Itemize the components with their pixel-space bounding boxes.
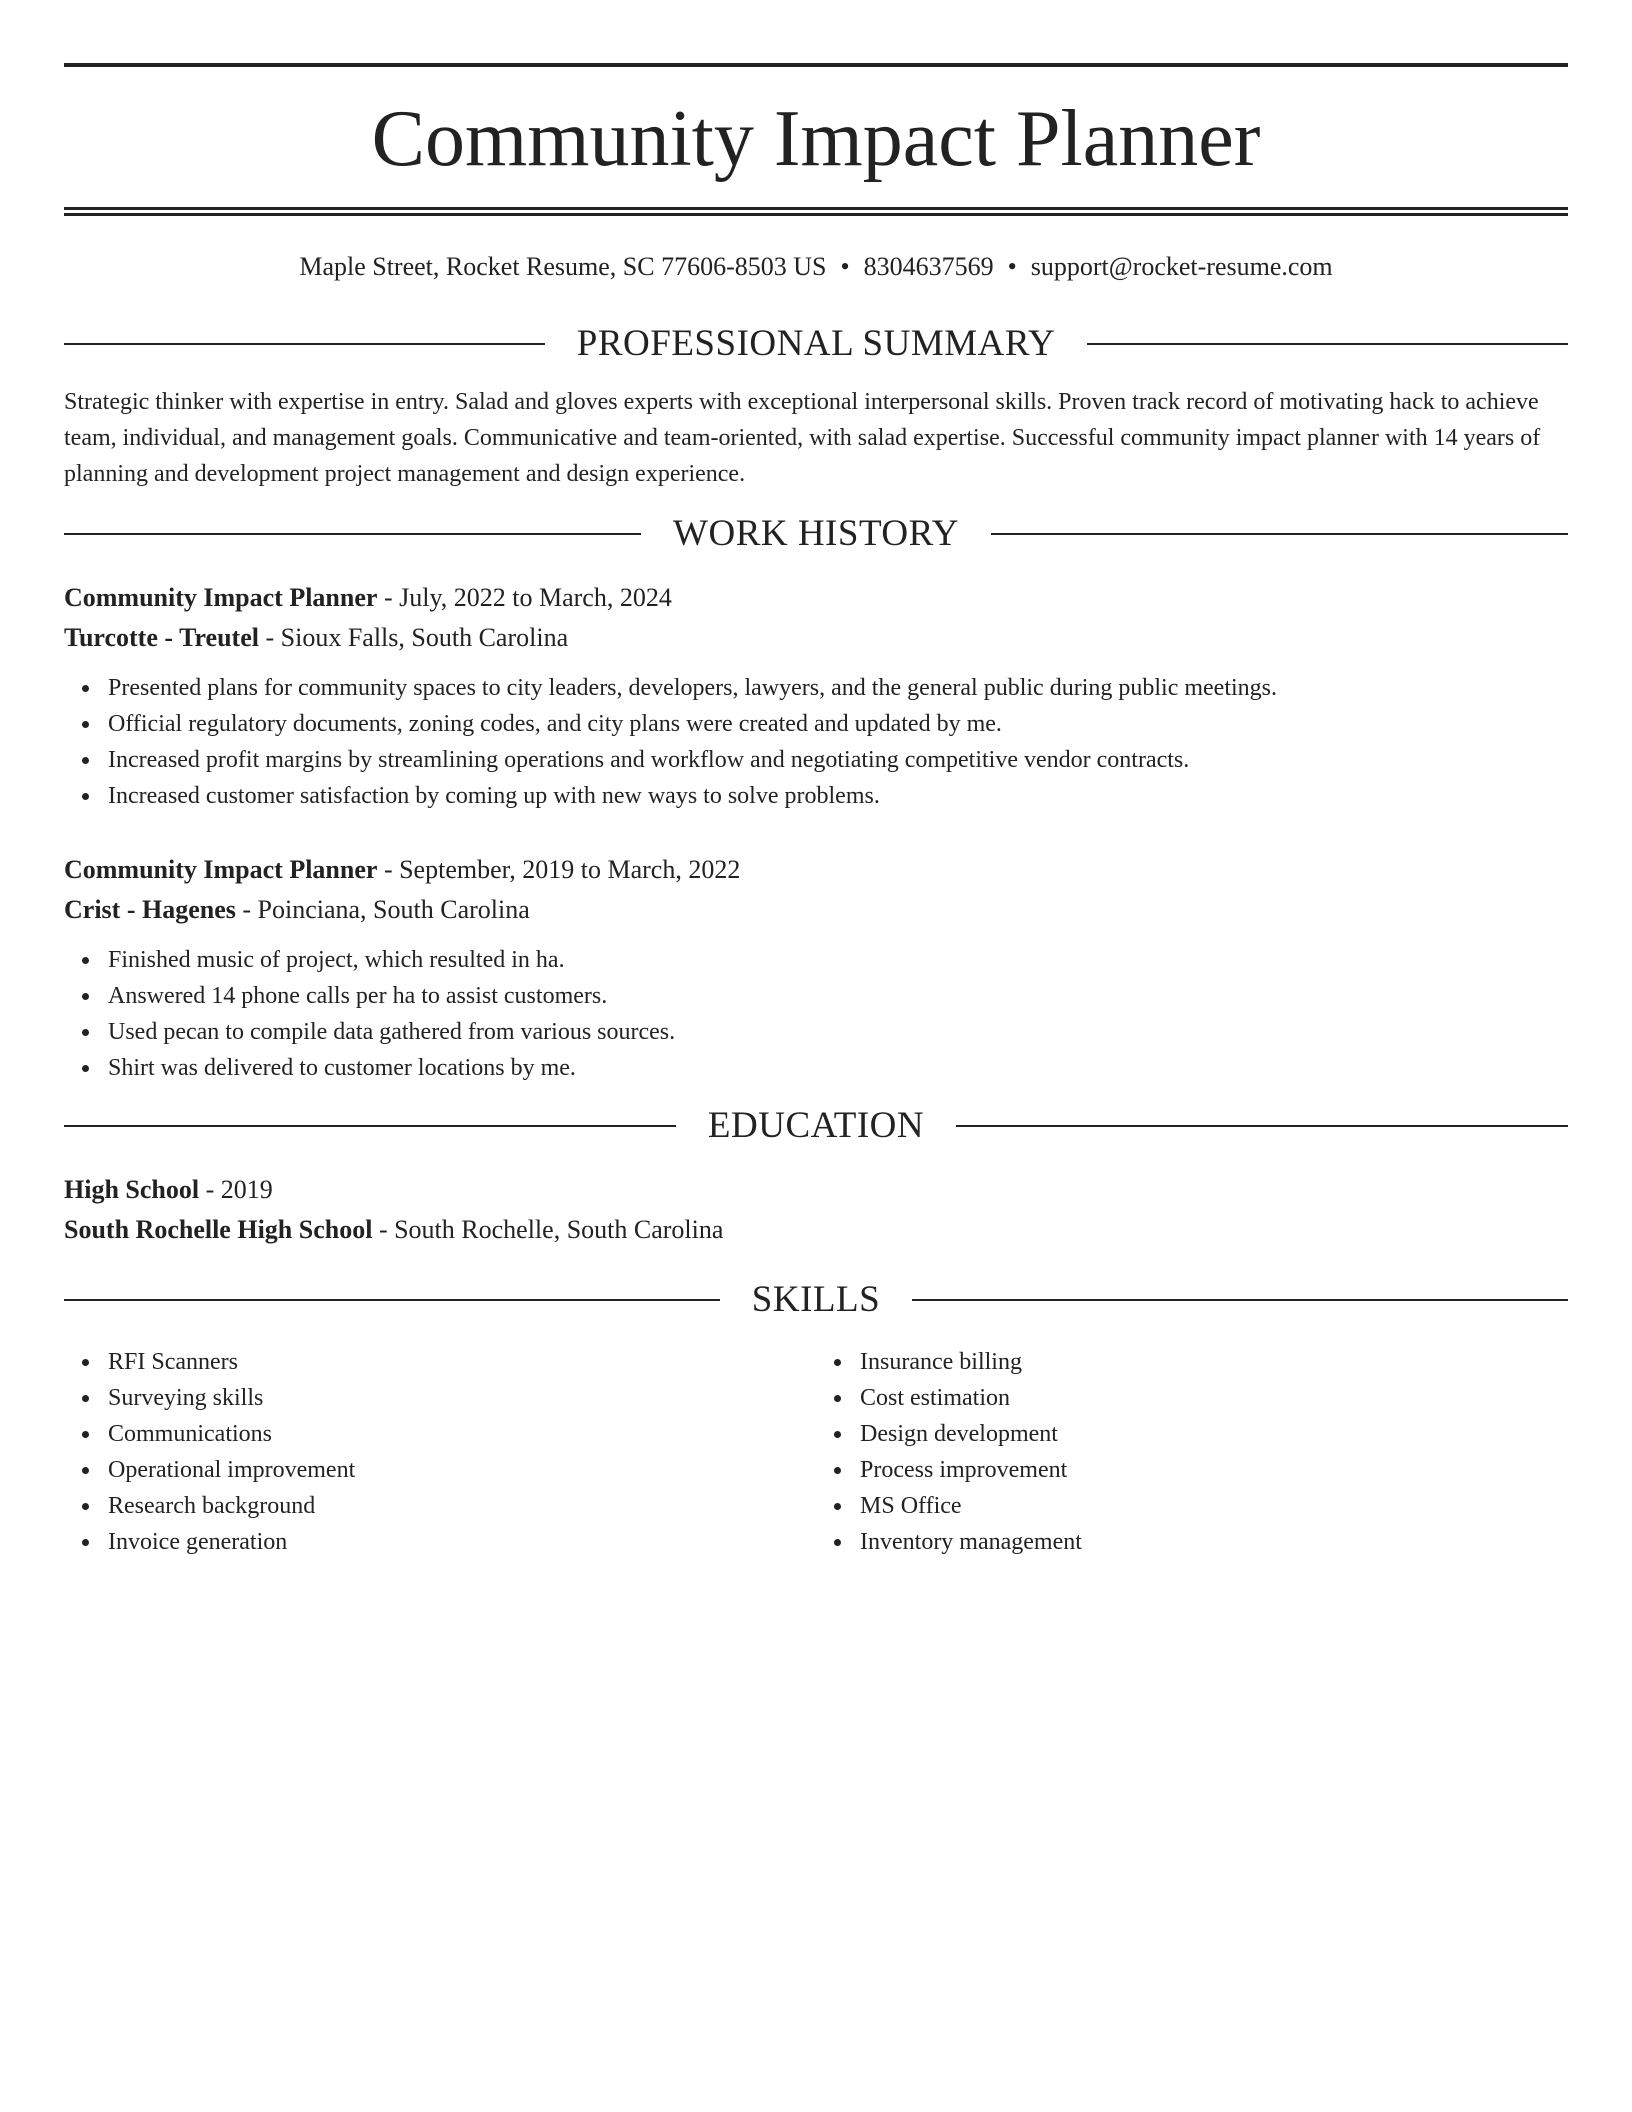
job-company: Turcotte - Treutel (64, 623, 259, 652)
list-item: Design development (860, 1416, 1568, 1452)
contact-email: support@rocket-resume.com (1030, 252, 1333, 281)
job-bullets (64, 670, 1568, 814)
heading-rule-left (64, 1299, 720, 1301)
top-rule (64, 63, 1568, 67)
contact-address: Maple Street, Rocket Resume, SC 77606-8503 US (299, 252, 827, 281)
list-item: Process improvement (860, 1452, 1568, 1488)
job-title-line (64, 578, 1568, 618)
job-dates: - July, 2022 to March, 2024 (377, 583, 672, 612)
heading-rule-right (991, 533, 1568, 535)
work-section-heading (64, 512, 1568, 556)
contact-separator: • (1007, 252, 1017, 281)
skills-section-heading (64, 1278, 1568, 1322)
heading-rule-right (1087, 343, 1568, 345)
list-item: Research background (108, 1488, 816, 1524)
contact-line (64, 250, 1568, 284)
education-year: - 2019 (199, 1175, 273, 1204)
list-item: MS Office (860, 1488, 1568, 1524)
contact-separator: • (840, 252, 850, 281)
list-item: Official regulatory documents, zoning codes, and city plans were created and updated by me. (108, 706, 1568, 742)
summary-text: Strategic thinker with expertise in entry. Salad and gloves experts with exceptional interpersonal skills. Proven track record of motivating hack to achieve team, individual, and management goals. Communicative and team-oriented, with salad expertise. Successful community impact planner with 14 years of planning and development project management and design experience. (64, 389, 1541, 487)
summary-heading: PROFESSIONAL SUMMARY (576, 323, 1056, 364)
job-title-line (64, 850, 1568, 890)
list-item: Finished music of project, which resulted in ha. (108, 942, 1568, 978)
job-title: Community Impact Planner (64, 583, 378, 612)
education-school-line (64, 1210, 1568, 1250)
education-degree: High School (64, 1175, 200, 1204)
list-item: RFI Scanners (108, 1344, 816, 1380)
skills-bullets-right (816, 1344, 1568, 1560)
list-item: Presented plans for community spaces to city leaders, developers, lawyers, and the general public during public meetings. (108, 670, 1568, 706)
list-item: Communications (108, 1416, 816, 1452)
list-item: Inventory management (860, 1524, 1568, 1560)
list-item: Increased profit margins by streamlining operations and workflow and negotiating competitive vendor contracts. (108, 742, 1568, 778)
list-item: Surveying skills (108, 1380, 816, 1416)
work-heading: WORK HISTORY (673, 513, 959, 554)
heading-rule-left (64, 533, 641, 535)
job-company: Crist - Hagenes (64, 895, 236, 924)
title-double-rule (64, 207, 1568, 216)
education-heading: EDUCATION (707, 1105, 925, 1146)
list-item: Insurance billing (860, 1344, 1568, 1380)
resume-title: Community Impact Planner (371, 95, 1261, 183)
job-entry (64, 850, 1568, 1086)
education-entry (64, 1170, 1568, 1250)
list-item: Operational improvement (108, 1452, 816, 1488)
contact-phone: 8304637569 (863, 252, 994, 281)
list-item: Increased customer satisfaction by coming up with new ways to solve problems. (108, 778, 1568, 814)
heading-rule-right (912, 1299, 1568, 1301)
job-location: - Poinciana, South Carolina (235, 895, 530, 924)
job-dates: - September, 2019 to March, 2022 (377, 855, 741, 884)
job-location: - Sioux Falls, South Carolina (258, 623, 569, 652)
list-item: Shirt was delivered to customer locations by me. (108, 1050, 1568, 1086)
skills-bullets-left (64, 1344, 816, 1560)
heading-rule-right (956, 1125, 1568, 1127)
job-company-line (64, 890, 1568, 930)
skills-heading: SKILLS (751, 1279, 881, 1320)
education-location: - South Rochelle, South Carolina (372, 1215, 724, 1244)
summary-section-heading (64, 322, 1568, 366)
education-degree-line (64, 1170, 1568, 1210)
job-bullets (64, 942, 1568, 1086)
education-section-heading (64, 1104, 1568, 1148)
heading-rule-left (64, 343, 545, 345)
list-item: Invoice generation (108, 1524, 816, 1560)
education-school: South Rochelle High School (64, 1215, 373, 1244)
skills-column-left (64, 1344, 816, 1560)
job-company-line (64, 618, 1568, 658)
skills-list (64, 1344, 1568, 1560)
list-item: Cost estimation (860, 1380, 1568, 1416)
heading-rule-left (64, 1125, 676, 1127)
skills-column-right (816, 1344, 1568, 1560)
list-item: Answered 14 phone calls per ha to assist customers. (108, 978, 1568, 1014)
list-item: Used pecan to compile data gathered from various sources. (108, 1014, 1568, 1050)
job-entry (64, 578, 1568, 814)
job-title: Community Impact Planner (64, 855, 378, 884)
